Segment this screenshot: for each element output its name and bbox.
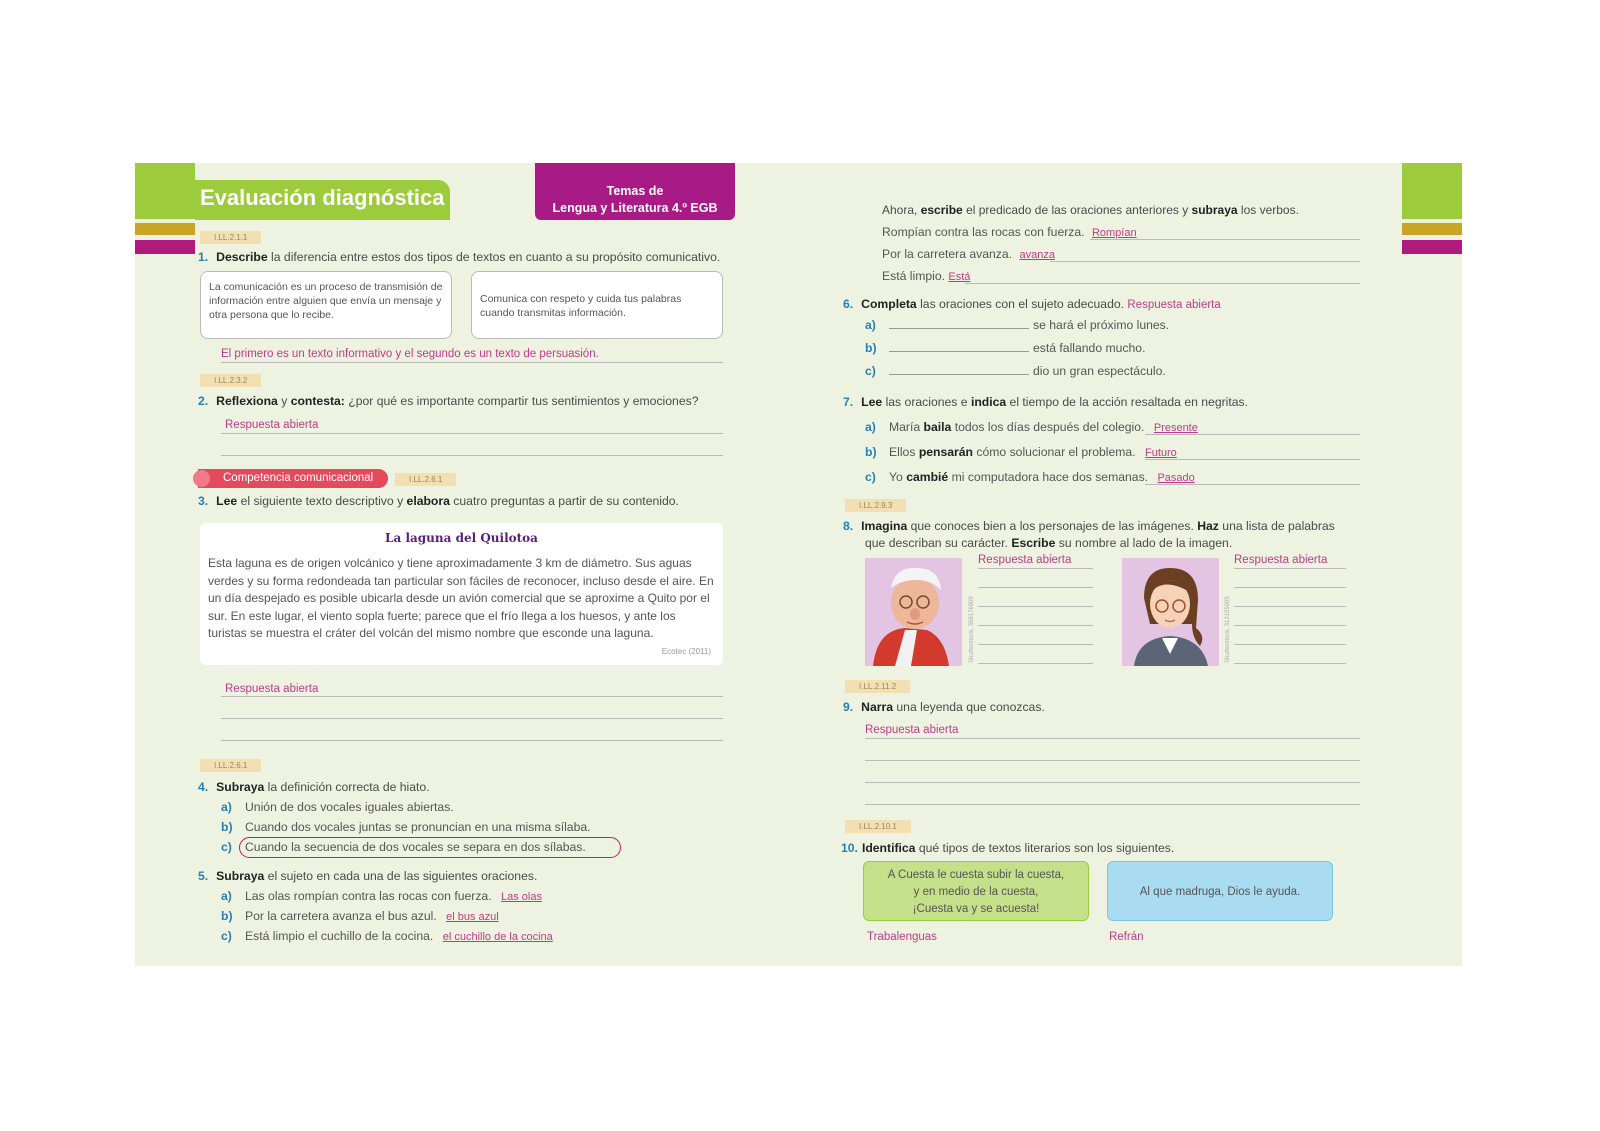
item-text: está fallando mucho. <box>1033 341 1146 355</box>
question-number: 1. <box>198 250 209 264</box>
answer-line <box>221 362 723 363</box>
option-letter: b) <box>221 820 233 834</box>
question-number: 6. <box>843 297 854 311</box>
predicate-answer: avanza <box>1019 249 1055 261</box>
question-connector: el siguiente texto descriptivo y <box>237 494 407 508</box>
item-letter: a) <box>221 889 232 903</box>
question-text: el tiempo de la acción resaltada en negritas. <box>1006 395 1249 409</box>
topic-line-1: Temas de <box>606 184 664 198</box>
instruction-text: Ahora, <box>882 203 921 217</box>
answer-line <box>221 433 723 434</box>
predicate-item <box>882 225 1137 239</box>
question-8-line-2 <box>865 536 1232 550</box>
young-woman-illustration <box>1122 558 1219 666</box>
answer-line <box>978 644 1093 645</box>
answer-line <box>1145 434 1360 435</box>
answer-line <box>1234 587 1346 588</box>
question-verb: Completa <box>861 297 917 311</box>
item-letter: c) <box>865 364 876 378</box>
skill-code: I.LL.2.9.3 <box>845 499 906 512</box>
answer-line <box>978 568 1093 569</box>
item-c <box>221 929 553 943</box>
predicate-answer: Está <box>948 271 971 283</box>
question-connector: las oraciones e <box>882 395 971 409</box>
predicate-item <box>882 247 1055 261</box>
question-10 <box>841 841 1174 855</box>
predicate-instruction <box>882 203 1299 217</box>
competency-badge: Competencia comunicacional <box>198 469 388 488</box>
question-verb: Lee <box>861 395 883 409</box>
answer-line <box>221 740 723 741</box>
predicate-text: Está limpio. <box>882 269 945 283</box>
question-text: la definición correcta de hiato. <box>264 780 430 794</box>
item-a <box>865 420 1198 434</box>
green-stripe-right <box>1402 163 1462 219</box>
question-number: 3. <box>198 494 209 508</box>
page-title: Evaluación diagnóstica <box>200 185 445 210</box>
item-text: mi computadora hace dos semanas. <box>948 470 1149 484</box>
answer-q1: El primero es un texto informativo y el segundo es un texto de persuasión. <box>221 348 599 360</box>
question-verb: Haz <box>1197 519 1219 533</box>
answer-line <box>978 606 1093 607</box>
item-b <box>221 909 499 923</box>
question-verb: Identifica <box>861 841 916 855</box>
question-text: las oraciones con el sujeto adecuado. <box>916 297 1125 311</box>
item-bold: pensarán <box>918 445 974 459</box>
item-text: Está limpio el cuchillo de la cocina. <box>245 929 434 943</box>
question-2 <box>198 394 698 408</box>
item-letter: a) <box>865 420 876 434</box>
question-text: que describan su carácter. <box>865 536 1012 550</box>
item-text: dio un gran espectáculo. <box>1033 364 1166 378</box>
item-text: Ellos <box>889 445 919 459</box>
item-text: María <box>889 420 924 434</box>
question-number: 8. <box>843 519 854 533</box>
reading-box <box>200 523 723 665</box>
item-letter: c) <box>865 470 876 484</box>
predicate-text: Rompían contra las rocas con fuerza. <box>882 225 1085 239</box>
item-text: se hará el próximo lunes. <box>1033 318 1170 332</box>
item-answer: Futuro <box>1145 447 1177 459</box>
question-verb: indica <box>970 395 1007 409</box>
item-answer: Presente <box>1153 422 1198 434</box>
answer-line <box>221 455 723 456</box>
question-verb: Reflexiona <box>216 394 278 408</box>
option-a <box>221 800 454 814</box>
skill-code: I.LL.2.3.2 <box>200 374 261 387</box>
item-letter: a) <box>865 318 876 332</box>
answer-q8-a: Respuesta abierta <box>978 554 1072 566</box>
question-6 <box>843 297 1221 311</box>
question-verb: Describe <box>216 250 268 264</box>
question-text: el sujeto en cada una de las siguientes oraciones. <box>264 869 538 883</box>
answer-line <box>978 625 1093 626</box>
answer-line <box>221 696 723 697</box>
question-number: 9. <box>843 700 854 714</box>
option-letter: a) <box>221 800 232 814</box>
skill-code: I.LL.2.6.1 <box>395 473 456 486</box>
gold-stripe-left <box>135 223 195 235</box>
reading-body: Esta laguna es de origen volcánico y tiene aproximadamente 3 km de diámetro. Sus aguas verdes y su forma redondeada tan particular son fáciles de reconocer, incluso desde el aire. En un día despejado es posible ubicarla desde un avión comercial que se aproxime a Quito por el sur. En este lugar, el viento sopla fuerte; parece que el frío llega a los huesos, y ante los turistas se muestra el cráter del volcán del mismo nombre que esconde una laguna. <box>208 556 714 640</box>
question-text: qué tipos de textos literarios son los siguientes. <box>915 841 1175 855</box>
green-stripe-left <box>135 163 195 219</box>
magenta-stripe-left <box>135 240 195 254</box>
answer-line <box>1050 261 1360 262</box>
item-bold: baila <box>923 420 952 434</box>
question-number: 4. <box>198 780 209 794</box>
item-answer: Las olas <box>500 891 542 903</box>
question-text: su nombre al lado de la imagen. <box>1055 536 1233 550</box>
question-verb: contesta: <box>290 394 345 408</box>
item-letter: b) <box>865 445 877 459</box>
image-credit: Shutterstock, 312105005 <box>1225 596 1231 663</box>
tongue-twister-line: y en medio de la cuesta, <box>913 886 1039 898</box>
answer-line <box>1234 663 1346 664</box>
question-text: cuatro preguntas a partir de su contenido. <box>449 494 679 508</box>
question-number: 10. <box>841 841 858 855</box>
gold-stripe-right <box>1402 223 1462 235</box>
tongue-twister-line: A Cuesta le cuesta subir la cuesta, <box>887 869 1065 881</box>
tongue-twister-box <box>863 861 1089 921</box>
answer-q8-b: Respuesta abierta <box>1234 554 1328 566</box>
item-text: Yo <box>889 470 907 484</box>
question-verb: Narra <box>861 700 894 714</box>
question-verb: Lee <box>216 494 238 508</box>
instruction-text: los verbos. <box>1237 203 1299 217</box>
answer-line <box>865 804 1360 805</box>
question-number: 7. <box>843 395 854 409</box>
item-text: Por la carretera avanza el bus azul. <box>245 909 437 923</box>
question-verb: Imagina <box>861 519 908 533</box>
item-letter: b) <box>865 341 877 355</box>
question-number: 2. <box>198 394 209 408</box>
competency-icon <box>193 470 210 487</box>
answer-line <box>965 283 1360 284</box>
question-4 <box>198 780 430 794</box>
skill-code: I.LL.2.10.1 <box>845 820 911 833</box>
predicate-text: Por la carretera avanza. <box>882 247 1013 261</box>
question-7 <box>843 395 1248 409</box>
item-b <box>865 341 1145 355</box>
question-text: ¿por qué es importante compartir tus sentimientos y emociones? <box>344 394 699 408</box>
item-answer: el cuchillo de la cocina <box>442 931 553 943</box>
question-8 <box>843 519 1335 533</box>
option-text: Cuando dos vocales juntas se pronuncian en una misma sílaba. <box>245 820 591 834</box>
question-text: una lista de palabras <box>1218 519 1335 533</box>
magenta-stripe-right <box>1402 240 1462 254</box>
item-text: Las olas rompían contra las rocas con fuerza. <box>245 889 492 903</box>
item-answer: el bus azul <box>446 911 499 923</box>
item-a <box>865 318 1169 332</box>
question-3 <box>198 494 679 508</box>
answer-line <box>865 738 1360 739</box>
predicate-answer: Rompían <box>1091 227 1137 239</box>
question-1 <box>198 250 720 264</box>
item-c <box>865 470 1195 484</box>
option-text: Cuando la secuencia de dos vocales se separa en dos sílabas. <box>245 840 586 854</box>
answer-line <box>1234 568 1346 569</box>
question-9 <box>843 700 1045 714</box>
topic-tab <box>535 163 735 220</box>
item-bold: cambié <box>906 470 949 484</box>
answer-line <box>221 718 723 719</box>
reading-title: La laguna del Quilotoa <box>385 531 538 545</box>
image-credit: Shutterstock, 358176809 <box>969 596 975 663</box>
instruction-verb: escribe <box>920 203 963 217</box>
option-letter: c) <box>221 840 232 854</box>
answer-circle <box>239 837 621 858</box>
question-verb: Subraya <box>216 869 265 883</box>
item-letter: b) <box>221 909 233 923</box>
answer-line <box>1234 644 1346 645</box>
option-text: Unión de dos vocales iguales abiertas. <box>245 800 454 814</box>
question-connector: y <box>277 394 291 408</box>
item-c <box>865 364 1166 378</box>
elderly-man-illustration <box>865 558 962 666</box>
reading-source: Ecotec (2011) <box>661 647 711 656</box>
question-number: 5. <box>198 869 209 883</box>
answer-line <box>1145 484 1360 485</box>
answer-q2: Respuesta abierta <box>225 419 319 431</box>
answer-line <box>978 587 1093 588</box>
item-a <box>221 889 542 903</box>
skill-code: I.LL.2.1.1 <box>200 231 261 244</box>
instruction-text: el predicado de las oraciones anteriores y <box>962 203 1192 217</box>
question-text: que conoces bien a los personajes de las imágenes. <box>907 519 1198 533</box>
question-verb: elabora <box>406 494 450 508</box>
answer-q3: Respuesta abierta <box>225 683 319 695</box>
option-b <box>221 820 591 834</box>
skill-code: I.LL.2.11.2 <box>845 680 910 693</box>
text-box-informative: La comunicación es un proceso de transmisión de información entre alguien que envía un mensaje y otra persona que lo recibe. <box>200 271 452 339</box>
question-text: la diferencia entre estos dos tipos de textos en cuanto a su propósito comunicativo. <box>267 250 721 264</box>
item-b <box>865 445 1177 459</box>
skill-code: I.LL.2.6.1 <box>200 759 261 772</box>
item-answer: Pasado <box>1157 472 1195 484</box>
item-letter: c) <box>221 929 232 943</box>
answer-line <box>1145 459 1360 460</box>
question-verb: Escribe <box>1011 536 1056 550</box>
topic-line-2: Lengua y Literatura 4.º EGB <box>552 201 718 215</box>
answer-line <box>865 782 1360 783</box>
answer-line <box>978 663 1093 664</box>
predicate-item <box>882 269 970 283</box>
answer-line <box>1234 606 1346 607</box>
answer-q10-a: Trabalenguas <box>867 931 937 943</box>
question-text: una leyenda que conozcas. <box>893 700 1045 714</box>
text-box-persuasive: Comunica con respeto y cuida tus palabras cuando transmitas información. <box>471 271 723 339</box>
item-text: cómo solucionar el problema. <box>973 445 1136 459</box>
question-verb: Subraya <box>216 780 265 794</box>
instruction-verb: subraya <box>1191 203 1238 217</box>
answer-line <box>865 760 1360 761</box>
proverb-box: Al que madruga, Dios le ayuda. <box>1107 861 1333 921</box>
question-5 <box>198 869 537 883</box>
answer-line <box>1090 239 1360 240</box>
answer-q9: Respuesta abierta <box>865 724 959 736</box>
answer-q10-b: Refrán <box>1109 931 1144 943</box>
textbook-spread <box>135 163 1462 966</box>
answer-line <box>1234 625 1346 626</box>
tongue-twister-line: ¡Cuesta va y se acuesta! <box>912 903 1040 915</box>
answer-q6: Respuesta abierta <box>1127 299 1221 311</box>
item-text: todos los días después del colegio. <box>951 420 1145 434</box>
